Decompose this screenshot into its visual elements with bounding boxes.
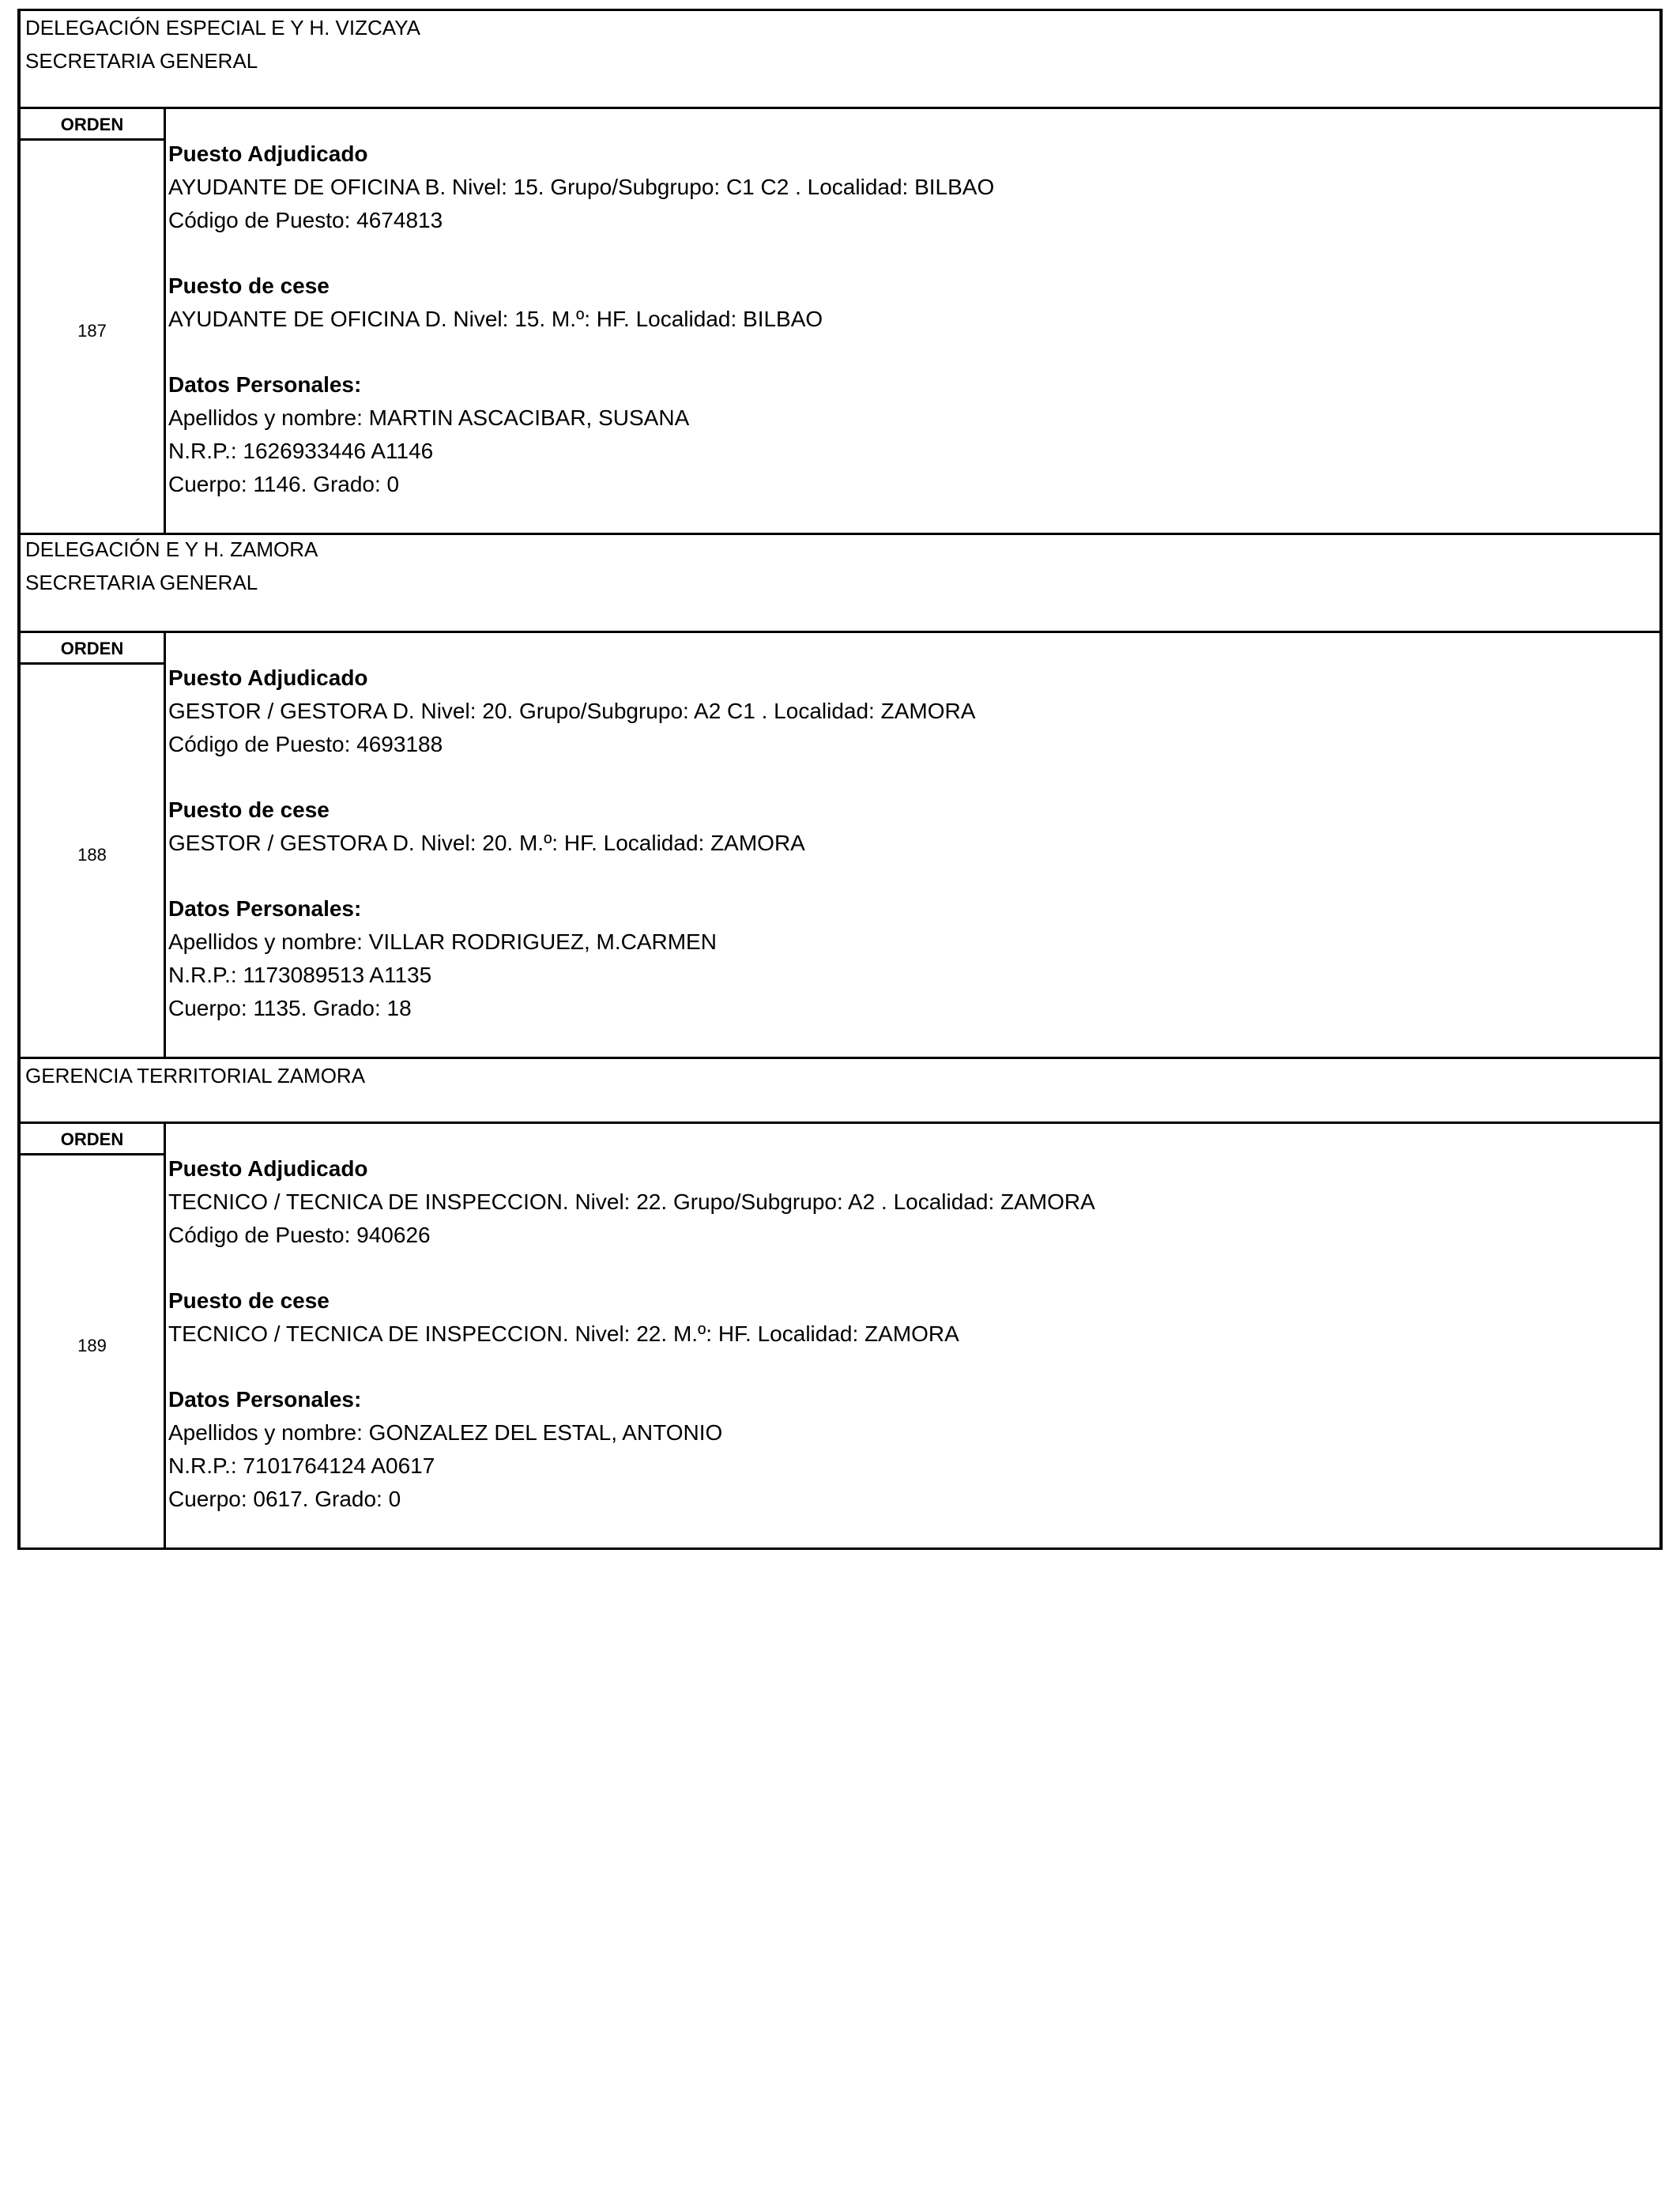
datos-personales-title: Datos Personales: (168, 1387, 362, 1412)
header-line-organismo: DELEGACIÓN E Y H. ZAMORA (25, 537, 318, 561)
puesto-cese-text: GESTOR / GESTORA D. Nivel: 20. M.º: HF. Localidad: ZAMORA (168, 831, 805, 855)
orden-column (21, 109, 166, 533)
puesto-adjudicado-text: TECNICO / TECNICA DE INSPECCION. Nivel: 22. Grupo/Subgrupo: A2 . Localidad: ZAMORA (168, 1189, 1095, 1214)
section-vizcaya (21, 11, 1659, 533)
entry-row (21, 633, 1659, 1057)
orden-label: ORDEN (21, 109, 164, 141)
puesto-adjudicado-title: Puesto Adjudicado (168, 665, 368, 690)
datos-personales-title: Datos Personales: (168, 896, 362, 921)
header-line-unidad: SECRETARIA GENERAL (25, 571, 258, 594)
nrp: N.R.P.: 1626933446 A1146 (168, 439, 434, 463)
orden-label: ORDEN (21, 633, 164, 665)
puesto-adjudicado-title: Puesto Adjudicado (168, 1156, 368, 1181)
datos-personales-title: Datos Personales: (168, 372, 362, 397)
codigo-puesto: Código de Puesto: 940626 (168, 1223, 431, 1247)
apellidos-nombre: Apellidos y nombre: VILLAR RODRIGUEZ, M.CARMEN (168, 929, 717, 954)
header-line-unidad: SECRETARIA GENERAL (25, 49, 258, 73)
cuerpo-grado: Cuerpo: 1135. Grado: 18 (168, 996, 412, 1020)
header-line-organismo: GERENCIA TERRITORIAL ZAMORA (25, 1064, 366, 1088)
puesto-cese-text: AYUDANTE DE OFICINA D. Nivel: 15. M.º: HF. Localidad: BILBAO (168, 307, 823, 331)
cuerpo-grado: Cuerpo: 0617. Grado: 0 (168, 1487, 401, 1511)
orden-label: ORDEN (21, 1124, 164, 1155)
puesto-adjudicado-title: Puesto Adjudicado (168, 141, 368, 166)
orden-number: 187 (77, 321, 107, 341)
puesto-cese-title: Puesto de cese (168, 1288, 330, 1313)
orden-column (21, 1124, 166, 1547)
puesto-cese-title: Puesto de cese (168, 273, 330, 298)
section-zamora-delegacion (21, 533, 1659, 1057)
puesto-cese-title: Puesto de cese (168, 797, 330, 822)
puesto-cese-text: TECNICO / TECNICA DE INSPECCION. Nivel: 22. M.º: HF. Localidad: ZAMORA (168, 1321, 959, 1346)
orden-number: 188 (77, 845, 107, 865)
section-header (21, 535, 1659, 633)
puesto-adjudicado-text: AYUDANTE DE OFICINA B. Nivel: 15. Grupo/Subgrupo: C1 C2 . Localidad: BILBAO (168, 175, 995, 199)
orden-column (21, 633, 166, 1057)
apellidos-nombre: Apellidos y nombre: GONZALEZ DEL ESTAL, ANTONIO (168, 1420, 723, 1445)
orden-number: 189 (77, 1336, 107, 1355)
header-line-organismo: DELEGACIÓN ESPECIAL E Y H. VIZCAYA (25, 16, 420, 40)
codigo-puesto: Código de Puesto: 4674813 (168, 208, 443, 232)
apellidos-nombre: Apellidos y nombre: MARTIN ASCACIBAR, SUSANA (168, 405, 690, 430)
nrp: N.R.P.: 7101764124 A0617 (168, 1453, 435, 1478)
section-header (21, 1059, 1659, 1124)
entry-row (21, 109, 1659, 533)
nrp: N.R.P.: 1173089513 A1135 (168, 963, 432, 987)
document-table (17, 9, 1663, 1550)
codigo-puesto: Código de Puesto: 4693188 (168, 732, 443, 756)
entry-row (21, 1124, 1659, 1547)
cuerpo-grado: Cuerpo: 1146. Grado: 0 (168, 472, 400, 496)
section-gerencia-zamora (21, 1057, 1659, 1547)
puesto-adjudicado-text: GESTOR / GESTORA D. Nivel: 20. Grupo/Subgrupo: A2 C1 . Localidad: ZAMORA (168, 699, 976, 723)
section-header (21, 11, 1659, 109)
